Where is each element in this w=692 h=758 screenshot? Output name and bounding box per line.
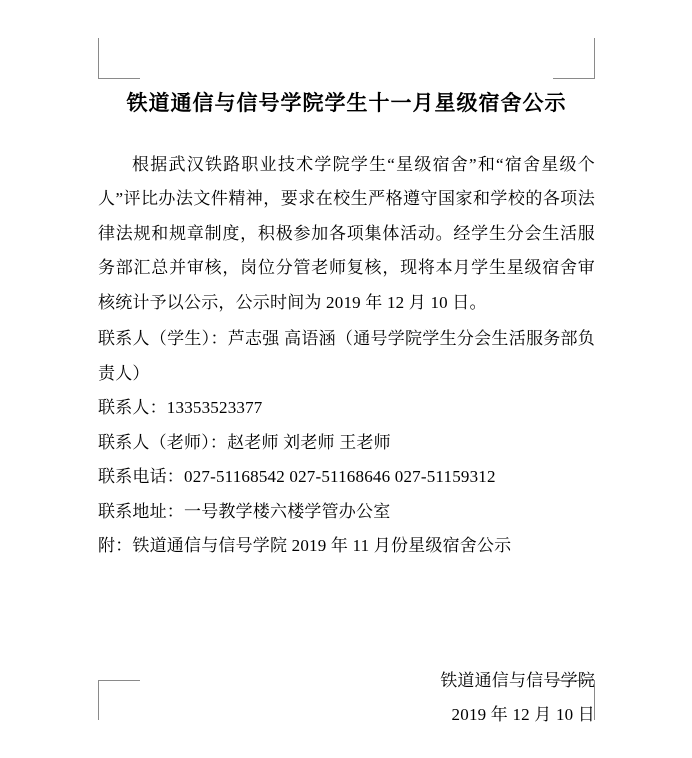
contact-teachers-line: 联系人（老师）：赵老师 刘老师 王老师 — [98, 432, 391, 452]
signature-date: 2019 年 12 月 10 日 — [451, 705, 595, 724]
contact-phone-student-line: 联系人：13353523377 — [98, 398, 263, 417]
crop-mark-top-right-vertical — [594, 38, 595, 78]
document-title: 铁道通信与信号学院学生十一月星级宿舍公示 — [126, 91, 567, 115]
contact-phones-line: 联系电话：027-51168542 027-51168646 027-51159312 — [98, 467, 496, 486]
crop-mark-top-left-vertical — [98, 38, 99, 78]
attachment-line: 附：铁道通信与信号学院 2019 年 11 月份星级宿舍公示 — [98, 536, 512, 555]
contact-students-line: 联系人（学生）：芦志强 高语涵（通号学院学生分会生活服务部负责人） — [98, 329, 595, 383]
document-main-paragraph: 根据武汉铁路职业技术学院学生“星级宿舍”和“宿舍星级个人”评比办法文件精神，要求在校生严格遵守国家和学校的各项法律法规和规章制度，积极参加各项集体活动。经学生分会生活服务部汇总并审核，岗位分管老师复核，现将本月学生星级宿舍审核统计予以公示，公示时间为 2019 年 12 月 10 日。 — [98, 154, 595, 312]
contact-address-line: 联系地址：一号教学楼六楼学管办公室 — [98, 501, 391, 521]
signature-block — [98, 664, 599, 732]
document-body — [98, 78, 595, 564]
signature-organization: 铁道通信与信号学院 — [440, 671, 595, 690]
